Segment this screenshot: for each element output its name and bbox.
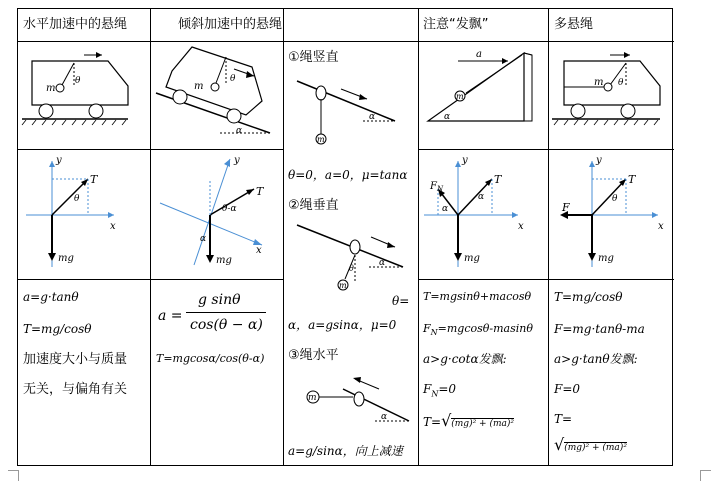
page-corner-mark [700,470,711,481]
col1-line1: a=g·tanθ [23,290,79,304]
header-inclined-accel: 倾斜加速中的悬绳 [178,17,283,32]
svg-text:θ: θ [618,78,624,88]
svg-text:α: α [442,204,449,214]
header-horizontal-accel: 水平加速中的悬绳 [23,17,128,32]
svg-text:m: m [308,393,317,403]
col3-line4: $F_N=0$ [423,382,457,399]
case2-title: ②绳垂直 [288,198,339,213]
svg-text:mg: mg [598,253,614,264]
svg-text:a: a [476,49,482,60]
col2-frac-lhs: a = [158,308,183,324]
header-lift-off: 注意“发飘” [423,17,489,32]
col2-frac-num: g sinθ [198,292,241,308]
case2-result-a: θ= [392,294,410,308]
col4-line1: T=mg/cosθ [554,290,623,304]
col3-line5: T=√(mg)² + (ma)² [423,411,514,430]
wedge-liftoff-diagram [418,41,548,149]
force-diagram-horizontal [18,149,150,279]
force-diagram-inclined [150,149,283,279]
case3-result: a=g/sinα，向上减速 [288,444,403,458]
svg-text:α: α [379,258,386,268]
svg-text:θ: θ [349,264,354,273]
fraction-bar [186,312,266,313]
svg-text:x: x [518,221,524,232]
physics-table [17,8,673,466]
col4-line4: F=0 [554,382,581,396]
header-multi-rope: 多悬绳 [554,17,594,32]
col1-line3: 加速度大小与质量 [23,352,128,367]
svg-text:m: m [339,281,347,290]
col4-line5: T= [554,412,573,426]
svg-text:mg: mg [464,253,480,264]
svg-text:FN: $F_N$ [430,181,444,193]
van-inclined-diagram [150,41,283,149]
row-divider [418,279,674,280]
svg-text:θ: θ [74,194,80,204]
col2-line2: T=mgcosα/cos(θ-α) [156,352,265,365]
van-multi-rope-diagram [548,41,674,149]
incline-perpendicular-rope-diagram [283,215,418,295]
col1-line4: 无关，与偏角有关 [23,382,128,397]
page-corner-mark [8,470,19,481]
svg-text:y: y [596,155,602,166]
svg-text:F: F [562,201,570,214]
svg-text:m: m [594,77,604,88]
svg-text:x: x [110,221,116,232]
van-horizontal-diagram [18,41,150,149]
svg-text:θ: θ [230,74,236,84]
case3-title: ③绳水平 [288,348,339,363]
case2-result-b: α，a=gsinα，μ=0 [288,318,397,332]
case1-result: θ=0，a=0，μ=tanα [288,168,408,182]
case1-title: ①绳竖直 [288,50,339,65]
force-diagram-multi-rope [548,149,674,279]
force-diagram-liftoff [418,149,548,279]
svg-text:m: m [317,135,325,144]
col4-line2: F=mg·tanθ-ma [554,322,645,336]
incline-horizontal-rope-diagram [283,369,418,429]
svg-text:α: α [200,234,207,244]
svg-text:α: α [236,126,243,136]
col4-line5-root: √(mg)² + (ma)² [554,435,627,454]
svg-text:y: y [56,155,62,166]
svg-text:α: α [369,112,376,122]
col1-line2: T=mg/cosθ [23,322,92,336]
svg-text:mg: mg [58,253,74,264]
svg-text:mg: mg [216,255,232,266]
svg-text:T: T [628,173,636,186]
col3-line2: $F_N=mgcos\theta$-masinθ [423,322,533,338]
svg-text:θ: θ [612,194,618,204]
svg-text:T: T [256,185,264,198]
row-divider [18,279,283,280]
col3-line3: a>g·cotα发飘: [423,352,507,366]
svg-text:θ-α: θ-α [222,204,237,214]
svg-text:T: T [90,173,98,186]
svg-text:y: y [234,155,240,166]
svg-text:y: y [462,155,468,166]
label-m: m [46,83,56,94]
svg-text:m: m [194,81,204,92]
col2-frac-den: cos(θ − α) [190,317,263,333]
svg-text:α: α [444,112,451,122]
col3-line1: T=mgsinθ+macosθ [423,290,532,303]
svg-text:T: T [494,173,502,186]
svg-text:θ: θ [75,76,81,86]
svg-text:m: m [456,92,464,101]
svg-text:x: x [658,221,664,232]
col4-line3: a>g·tanθ发飘: [554,352,638,366]
incline-vertical-rope-diagram [283,69,418,159]
svg-text:x: x [256,245,262,256]
svg-text:α: α [478,192,485,202]
svg-text:α: α [381,412,388,422]
